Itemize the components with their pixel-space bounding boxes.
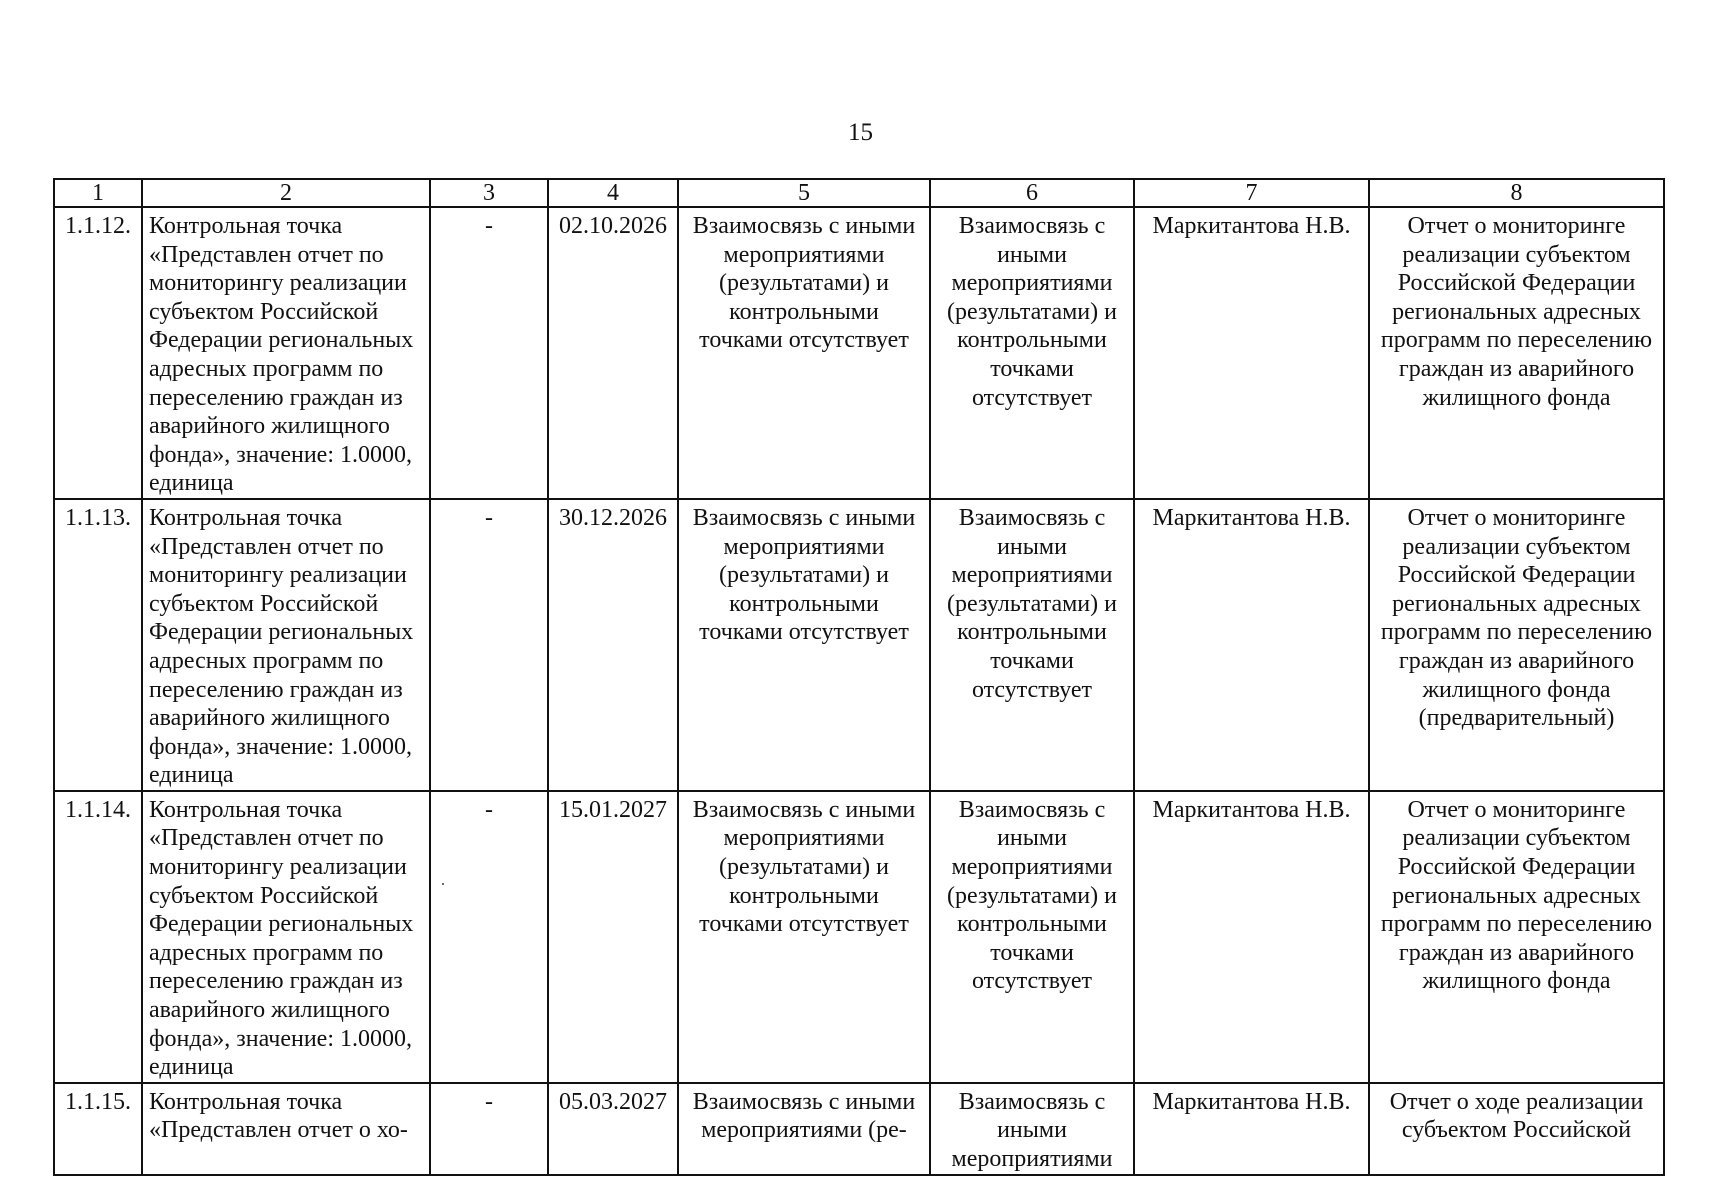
column-header-3: 3 [430, 179, 548, 207]
relation-predecessors: Взаимосвязь с иными мероприятиями (результатами) и контрольными точками отсутствует [678, 499, 930, 791]
column-3-value: - [430, 791, 548, 1083]
deadline-date: 02.10.2026 [548, 207, 678, 499]
result-document: Отчет о мониторинге реализации субъектом Российской Федерации региональных адресных программ по переселению граждан из аварийного жилищного фонда (предварительный) [1369, 499, 1664, 791]
page-number: 15 [848, 119, 873, 146]
column-3-value: - [430, 499, 548, 791]
deadline-date: 05.03.2027 [548, 1083, 678, 1175]
column-header-4: 4 [548, 179, 678, 207]
column-header-8: 8 [1369, 179, 1664, 207]
table-row [54, 1083, 1664, 1175]
responsible-person: Маркитантова Н.В. [1134, 1083, 1369, 1175]
column-3-value: - [430, 207, 548, 499]
control-point-name: Контрольная точка «Представлен отчет о хо- [142, 1083, 430, 1175]
column-header-7: 7 [1134, 179, 1369, 207]
column-3-value: - [430, 1083, 548, 1175]
deadline-date: 30.12.2026 [548, 499, 678, 791]
row-number: 1.1.15. [54, 1083, 142, 1175]
relation-predecessors: Взаимосвязь с иными мероприятиями (результатами) и контрольными точками отсутствует [678, 207, 930, 499]
control-point-name: Контрольная точка «Представлен отчет по мониторингу реализации субъектом Российской Федерации региональных адресных программ по переселению граждан из аварийного жилищного фонда», значение: 1.0000, единица [142, 499, 430, 791]
responsible-person: Маркитантова Н.В. [1134, 791, 1369, 1083]
scan-speck: · [440, 874, 446, 894]
control-points-table [53, 178, 1665, 1176]
row-number: 1.1.12. [54, 207, 142, 499]
column-header-1: 1 [54, 179, 142, 207]
relation-predecessors: Взаимосвязь с иными мероприятиями (результатами) и контрольными точками отсутствует [678, 791, 930, 1083]
relation-successors: Взаимосвязь с иными мероприятиями (результатами) и контрольными точками отсутствует [930, 791, 1134, 1083]
relation-successors: Взаимосвязь с иными мероприятиями (результатами) и контрольными точками отсутствует [930, 499, 1134, 791]
row-number: 1.1.13. [54, 499, 142, 791]
table-row [54, 499, 1664, 791]
control-point-name: Контрольная точка «Представлен отчет по мониторингу реализации субъектом Российской Федерации региональных адресных программ по переселению граждан из аварийного жилищного фонда», значение: 1.0000, единица [142, 207, 430, 499]
result-document: Отчет о мониторинге реализации субъектом Российской Федерации региональных адресных программ по переселению граждан из аварийного жилищного фонда [1369, 207, 1664, 499]
row-number: 1.1.14. [54, 791, 142, 1083]
header-row [54, 179, 1664, 207]
responsible-person: Маркитантова Н.В. [1134, 499, 1369, 791]
column-header-6: 6 [930, 179, 1134, 207]
result-document: Отчет о мониторинге реализации субъектом Российской Федерации региональных адресных программ по переселению граждан из аварийного жилищного фонда [1369, 791, 1664, 1083]
relation-predecessors: Взаимосвязь с иными мероприятиями (ре- [678, 1083, 930, 1175]
relation-successors: Взаимосвязь с иными мероприятиями (результатами) и контрольными точками отсутствует [930, 207, 1134, 499]
table-row [54, 207, 1664, 499]
deadline-date: 15.01.2027 [548, 791, 678, 1083]
column-header-2: 2 [142, 179, 430, 207]
relation-successors: Взаимосвязь с иными мероприятиями [930, 1083, 1134, 1175]
result-document: Отчет о ходе реализации субъектом Российской [1369, 1083, 1664, 1175]
responsible-person: Маркитантова Н.В. [1134, 207, 1369, 499]
control-point-name: Контрольная точка «Представлен отчет по мониторингу реализации субъектом Российской Федерации региональных адресных программ по переселению граждан из аварийного жилищного фонда», значение: 1.0000, единица [142, 791, 430, 1083]
column-header-5: 5 [678, 179, 930, 207]
table-row [54, 791, 1664, 1083]
